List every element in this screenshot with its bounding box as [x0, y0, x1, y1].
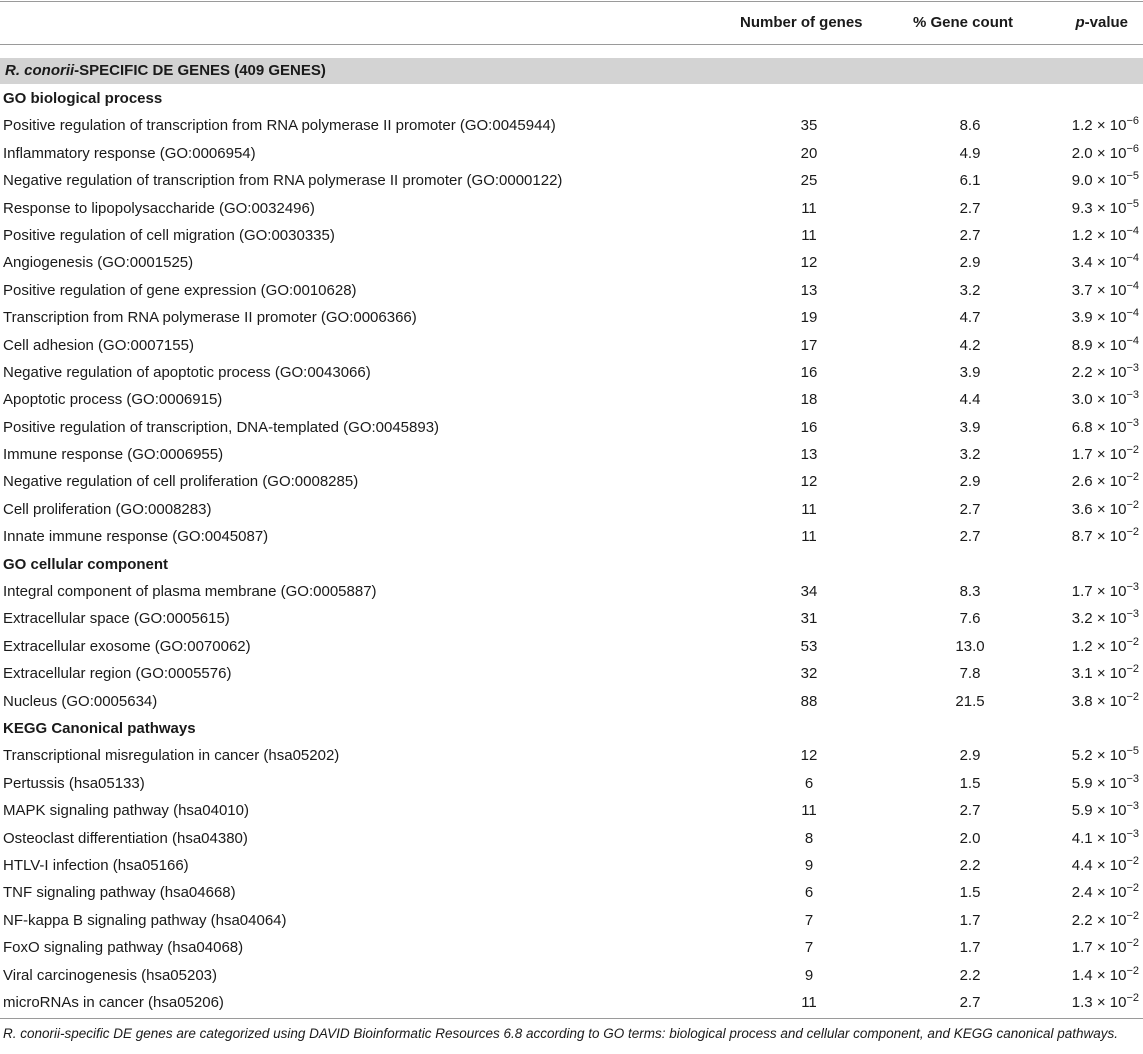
gene-count: 11	[801, 528, 817, 546]
term-label: FoxO signaling pathway (hsa04068)	[3, 939, 244, 957]
gene-count: 9	[804, 856, 814, 874]
table-row	[0, 988, 1143, 1015]
table-footnote: R. conorii-specific DE genes are categorized using DAVID Bioinformatic Resources 6.8 according to GO terms: biological process and cellular component, and KEGG canonical pathways.	[3, 1026, 1119, 1042]
table-row	[0, 577, 1143, 604]
section-title: GO biological process	[3, 90, 163, 107]
gene-count: 11	[801, 226, 817, 244]
p-value: $1.3 \times 10^{-2}$	[1071, 991, 1139, 1011]
table-row	[0, 741, 1143, 768]
term-label: Extracellular region (GO:0005576)	[3, 665, 232, 683]
gene-count-percent: 3.2	[959, 281, 981, 299]
term-label: Positive regulation of transcription, DNA-templated (GO:0045893)	[3, 418, 440, 436]
table-row	[0, 276, 1143, 303]
gene-count: 9	[804, 966, 814, 984]
p-value: $3.4 \times 10^{-4}$	[1071, 252, 1139, 272]
table-row	[0, 194, 1143, 221]
p-value: $1.2 \times 10^{-4}$	[1071, 224, 1139, 244]
table-row	[0, 906, 1143, 933]
banner-species: R. conorii	[5, 62, 75, 79]
gene-count: 11	[801, 993, 817, 1011]
gene-count: 7	[804, 939, 814, 957]
p-value: $2.6 \times 10^{-2}$	[1071, 471, 1139, 491]
p-value: $3.6 \times 10^{-2}$	[1071, 498, 1139, 518]
p-value: $8.9 \times 10^{-4}$	[1071, 334, 1139, 354]
gene-count: 12	[800, 747, 818, 765]
table-row	[0, 166, 1143, 193]
p-value: $4.4 \times 10^{-2}$	[1071, 854, 1139, 874]
gene-count: 6	[804, 884, 814, 902]
term-label: Extracellular exosome (GO:0070062)	[3, 637, 251, 655]
term-label: Apoptotic process (GO:0006915)	[3, 391, 223, 409]
group-banner	[0, 58, 1143, 84]
term-label: Extracellular space (GO:0005615)	[3, 610, 230, 628]
gene-count-percent: 2.9	[959, 254, 981, 272]
banner-title: -SPECIFIC DE GENES (409 GENES)	[74, 62, 326, 79]
gene-count-percent: 2.7	[959, 199, 981, 217]
table-row	[0, 331, 1143, 358]
gene-count: 13	[800, 446, 818, 464]
p-value: $1.2 \times 10^{-2}$	[1071, 635, 1139, 655]
term-label: Positive regulation of gene expression (GO:0010628)	[3, 281, 357, 299]
table-row	[0, 111, 1143, 138]
term-label: Positive regulation of cell migration (GO:0030335)	[3, 226, 335, 244]
section-title: KEGG Canonical pathways	[3, 719, 196, 737]
gene-count: 7	[804, 911, 814, 929]
gene-count-percent: 3.9	[959, 418, 981, 436]
gene-count-percent: 2.0	[959, 829, 981, 847]
p-value: $3.2 \times 10^{-3}$	[1071, 608, 1139, 628]
gene-count: 17	[800, 336, 818, 354]
gene-count-percent: 8.6	[959, 117, 981, 135]
term-label: Response to lipopolysaccharide (GO:0032496)	[3, 199, 315, 217]
table-row	[0, 495, 1143, 522]
table-row	[0, 824, 1143, 851]
p-value: $1.7 \times 10^{-3}$	[1071, 581, 1139, 601]
gene-count-percent: 1.7	[959, 911, 981, 929]
term-label: Innate immune response (GO:0045087)	[3, 528, 269, 546]
table-row	[0, 440, 1143, 467]
table-row	[0, 878, 1143, 905]
table-row	[0, 248, 1143, 275]
p-value: $9.0 \times 10^{-5}$	[1071, 170, 1139, 190]
term-label: Inflammatory response (GO:0006954)	[3, 144, 256, 162]
p-value: $2.4 \times 10^{-2}$	[1071, 882, 1139, 902]
gene-count: 11	[801, 500, 817, 518]
header-gene-count-pct: % Gene count	[913, 14, 1014, 31]
table-row	[0, 139, 1143, 166]
term-label: Cell proliferation (GO:0008283)	[3, 500, 212, 518]
term-label: Negative regulation of cell proliferation (GO:0008285)	[3, 473, 359, 491]
section-title: GO cellular component	[3, 555, 169, 573]
gene-count-percent: 2.7	[959, 226, 981, 244]
p-value: $9.3 \times 10^{-5}$	[1071, 197, 1139, 217]
term-label: Positive regulation of transcription from RNA polymerase II promoter (GO:0045944)	[3, 117, 556, 135]
gene-count-percent: 2.7	[959, 500, 981, 518]
p-value: $8.7 \times 10^{-2}$	[1071, 526, 1139, 546]
gene-count: 31	[800, 610, 818, 628]
section-header	[0, 550, 1143, 577]
gene-count: 19	[800, 309, 818, 327]
section-header	[0, 714, 1143, 741]
table-row	[0, 303, 1143, 330]
gene-count-percent: 4.9	[959, 144, 981, 162]
term-label: microRNAs in cancer (hsa05206)	[3, 993, 224, 1011]
gene-count-percent: 2.7	[959, 528, 981, 546]
gene-count-percent: 2.2	[959, 966, 981, 984]
table-row	[0, 358, 1143, 385]
p-value: $6.8 \times 10^{-3}$	[1071, 416, 1139, 436]
table-row	[0, 933, 1143, 960]
enrichment-table	[0, 1, 1143, 1041]
gene-count-percent: 6.1	[959, 172, 981, 190]
table-row	[0, 413, 1143, 440]
gene-count-percent: 4.2	[959, 336, 981, 354]
gene-count: 32	[800, 665, 818, 683]
gene-count-percent: 3.9	[959, 363, 981, 381]
gene-count-percent: 1.5	[959, 774, 981, 792]
p-value: $3.0 \times 10^{-3}$	[1071, 389, 1139, 409]
gene-count: 16	[800, 363, 818, 381]
gene-count-percent: 21.5	[955, 692, 985, 710]
p-value: $1.7 \times 10^{-2}$	[1071, 444, 1139, 464]
table-row	[0, 687, 1143, 714]
gene-count: 35	[800, 117, 818, 135]
gene-count: 53	[800, 637, 818, 655]
gene-count-percent: 2.9	[959, 747, 981, 765]
term-label: Transcription from RNA polymerase II promoter (GO:0006366)	[3, 309, 417, 327]
gene-count-percent: 2.7	[959, 802, 981, 820]
p-value: $1.7 \times 10^{-2}$	[1071, 937, 1139, 957]
gene-count: 6	[804, 774, 814, 792]
table-row	[0, 604, 1143, 631]
term-label: Negative regulation of transcription from RNA polymerase II promoter (GO:0000122)	[3, 172, 563, 190]
p-value: $1.2 \times 10^{-6}$	[1071, 115, 1139, 135]
gene-count: 11	[801, 199, 817, 217]
bottom-rule	[0, 1018, 1143, 1019]
term-label: Cell adhesion (GO:0007155)	[3, 336, 194, 354]
p-value: $3.1 \times 10^{-2}$	[1071, 663, 1139, 683]
term-label: NF-kappa B signaling pathway (hsa04064)	[3, 911, 287, 929]
term-label: Immune response (GO:0006955)	[3, 446, 224, 464]
gene-count: 11	[801, 802, 817, 820]
term-label: Pertussis (hsa05133)	[3, 774, 145, 792]
table-row	[0, 961, 1143, 988]
gene-count-percent: 7.8	[959, 665, 981, 683]
table-body	[0, 84, 1143, 1015]
gene-count: 12	[800, 473, 818, 491]
p-value: $3.9 \times 10^{-4}$	[1071, 307, 1139, 327]
p-value: $3.7 \times 10^{-4}$	[1071, 279, 1139, 299]
table-row	[0, 659, 1143, 686]
p-value: $1.4 \times 10^{-2}$	[1071, 964, 1139, 984]
p-value: $3.8 \times 10^{-2}$	[1071, 690, 1139, 710]
p-value: $4.1 \times 10^{-3}$	[1071, 827, 1139, 847]
gene-count: 34	[800, 583, 818, 601]
table-row	[0, 221, 1143, 248]
p-value: $5.9 \times 10^{-3}$	[1071, 772, 1139, 792]
term-label: MAPK signaling pathway (hsa04010)	[3, 802, 249, 820]
section-header	[0, 84, 1143, 111]
gene-count: 8	[804, 829, 814, 847]
gene-count-percent: 2.2	[959, 856, 981, 874]
p-value: $5.9 \times 10^{-3}$	[1071, 800, 1139, 820]
header-p-value: p-value	[1075, 14, 1128, 31]
term-label: HTLV-I infection (hsa05166)	[3, 856, 189, 874]
p-value: $5.2 \times 10^{-5}$	[1071, 745, 1139, 765]
p-value: $2.0 \times 10^{-6}$	[1071, 142, 1139, 162]
p-value: $2.2 \times 10^{-3}$	[1071, 361, 1139, 381]
term-label: Angiogenesis (GO:0001525)	[3, 254, 194, 272]
table-row	[0, 769, 1143, 796]
gene-count: 13	[800, 281, 818, 299]
table-row	[0, 385, 1143, 412]
gene-count-percent: 4.7	[959, 309, 981, 327]
table-header	[0, 2, 1143, 45]
gene-count-percent: 4.4	[959, 391, 981, 409]
table-row	[0, 522, 1143, 549]
gene-count-percent: 13.0	[955, 637, 985, 655]
term-label: Osteoclast differentiation (hsa04380)	[3, 829, 248, 847]
gene-count: 20	[800, 144, 818, 162]
gene-count-percent: 2.9	[959, 473, 981, 491]
term-label: Transcriptional misregulation in cancer (hsa05202)	[3, 747, 340, 765]
gene-count-percent: 7.6	[959, 610, 981, 628]
gene-count-percent: 3.2	[959, 446, 981, 464]
gene-count: 12	[800, 254, 818, 272]
gene-count: 18	[800, 391, 818, 409]
gene-count-percent: 1.7	[959, 939, 981, 957]
term-label: Negative regulation of apoptotic process (GO:0043066)	[3, 363, 371, 381]
gene-count-percent: 2.7	[959, 993, 981, 1011]
gene-count-percent: 8.3	[959, 583, 981, 601]
table-row	[0, 851, 1143, 878]
gene-count: 88	[800, 692, 818, 710]
gene-count: 16	[800, 418, 818, 436]
table-row	[0, 467, 1143, 494]
gene-count: 25	[800, 172, 818, 190]
gene-count-percent: 1.5	[959, 884, 981, 902]
p-value: $2.2 \times 10^{-2}$	[1071, 909, 1139, 929]
term-label: Integral component of plasma membrane (GO:0005887)	[3, 583, 377, 601]
header-number-of-genes: Number of genes	[740, 14, 863, 31]
term-label: Nucleus (GO:0005634)	[3, 692, 158, 710]
term-label: Viral carcinogenesis (hsa05203)	[3, 966, 218, 984]
table-row	[0, 796, 1143, 823]
table-row	[0, 632, 1143, 659]
term-label: TNF signaling pathway (hsa04668)	[3, 884, 236, 902]
